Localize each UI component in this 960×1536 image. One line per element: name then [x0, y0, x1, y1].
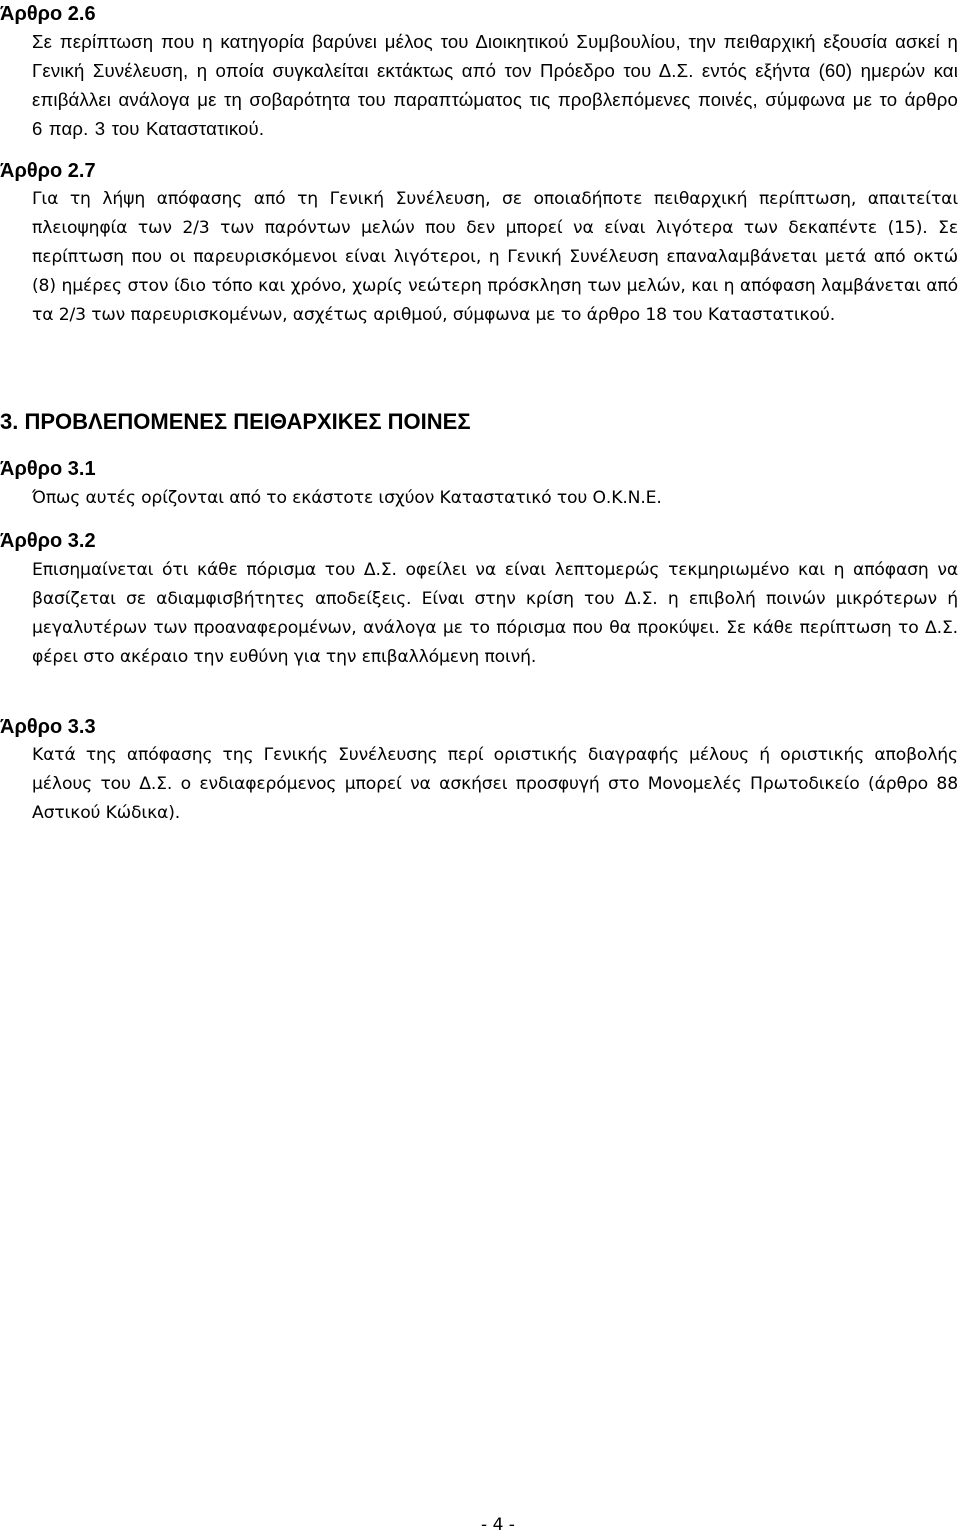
page-number: [0, 1514, 960, 1536]
article-3-2-text: Επισημαίνεται ότι κάθε πόρισμα του Δ.Σ. οφείλει να είναι λεπτομερώς τεκμηριωμένο και η απόφαση να βασίζεται σε αδιαμφισβήτητες αποδείξεις. Είναι στην κρίση του Δ.Σ. η επιβολή ποινών μικρότερων ή μεγαλυτέρων των προαναφερομένων, ανάλογα με το πόρισμα που θα προκύψει. Σε κάθε περίπτωση το Δ.Σ. φέρει στο ακέραιο την ευθύνη για την επιβαλλόμενη ποινή.: [32, 560, 958, 667]
article-2-6-heading: Άρθρο 2.6: [0, 3, 96, 25]
article-3-1-text: Όπως αυτές ορίζονται από το εκάστοτε ισχύον Καταστατικό του Ο.Κ.Ν.Ε.: [32, 488, 662, 508]
article-3-3-heading: Άρθρο 3.3: [0, 716, 96, 738]
article-3-3-text: Κατά της απόφασης της Γενικής Συνέλευσης περί οριστικής διαγραφής μέλους ή οριστικής αποβολής μέλους του Δ.Σ. ο ενδιαφερόμενος μπορεί να ασκήσει προσφυγή στο Μονομελές Πρωτοδικείο (άρθρο 88 Αστικού Κώδικα).: [32, 745, 958, 823]
page-number-text: - 4 -: [481, 1515, 515, 1535]
article-2-6-text: Σε περίπτωση που η κατηγορία βαρύνει μέλος του Διοικητικού Συμβουλίου, την πειθαρχική εξουσία ασκεί η Γενική Συνέλευση, η οποία συγκαλείται εκτάκτως από τον Πρόεδρο του Δ.Σ. εντός εξήντα (60) ημερών και επιβάλλει ανάλογα με τη σοβαρότητα του παραπτώματος τις προβλεπόμενες ποινές, σύμφωνα με το άρθρο 6 παρ. 3 του Καταστατικού.: [32, 31, 958, 139]
article-3-1-heading: Άρθρο 3.1: [0, 458, 96, 480]
article-2-7-text: Για τη λήψη απόφασης από τη Γενική Συνέλευση, σε οποιαδήποτε πειθαρχική περίπτωση, απαιτείται πλειοψηφία των 2/3 των παρόντων μελών που δεν μπορεί να είναι λιγότερα των δεκαπέντε (15). Σε περίπτωση που οι παρευρισκόμενοι είναι λιγότεροι, η Γενική Συνέλευση επαναλαμβάνεται μετά από οκτώ (8) ημέρες στον ίδιο τόπο και χρόνο, χωρίς νεώτερη πρόσκληση των μελών, και η απόφαση λαμβάνεται από τα 2/3 των παρευρισκομένων, ασχέτως αριθμού, σύμφωνα με το άρθρο 18 του Καταστατικού.: [32, 189, 958, 325]
article-2-7-heading: Άρθρο 2.7: [0, 160, 96, 182]
section-3-title: 3. ΠΡΟΒΛΕΠΟΜΕΝΕΣ ΠΕΙΘΑΡΧΙΚΕΣ ΠΟΙΝΕΣ: [0, 409, 471, 434]
article-3-2-heading: Άρθρο 3.2: [0, 530, 96, 552]
